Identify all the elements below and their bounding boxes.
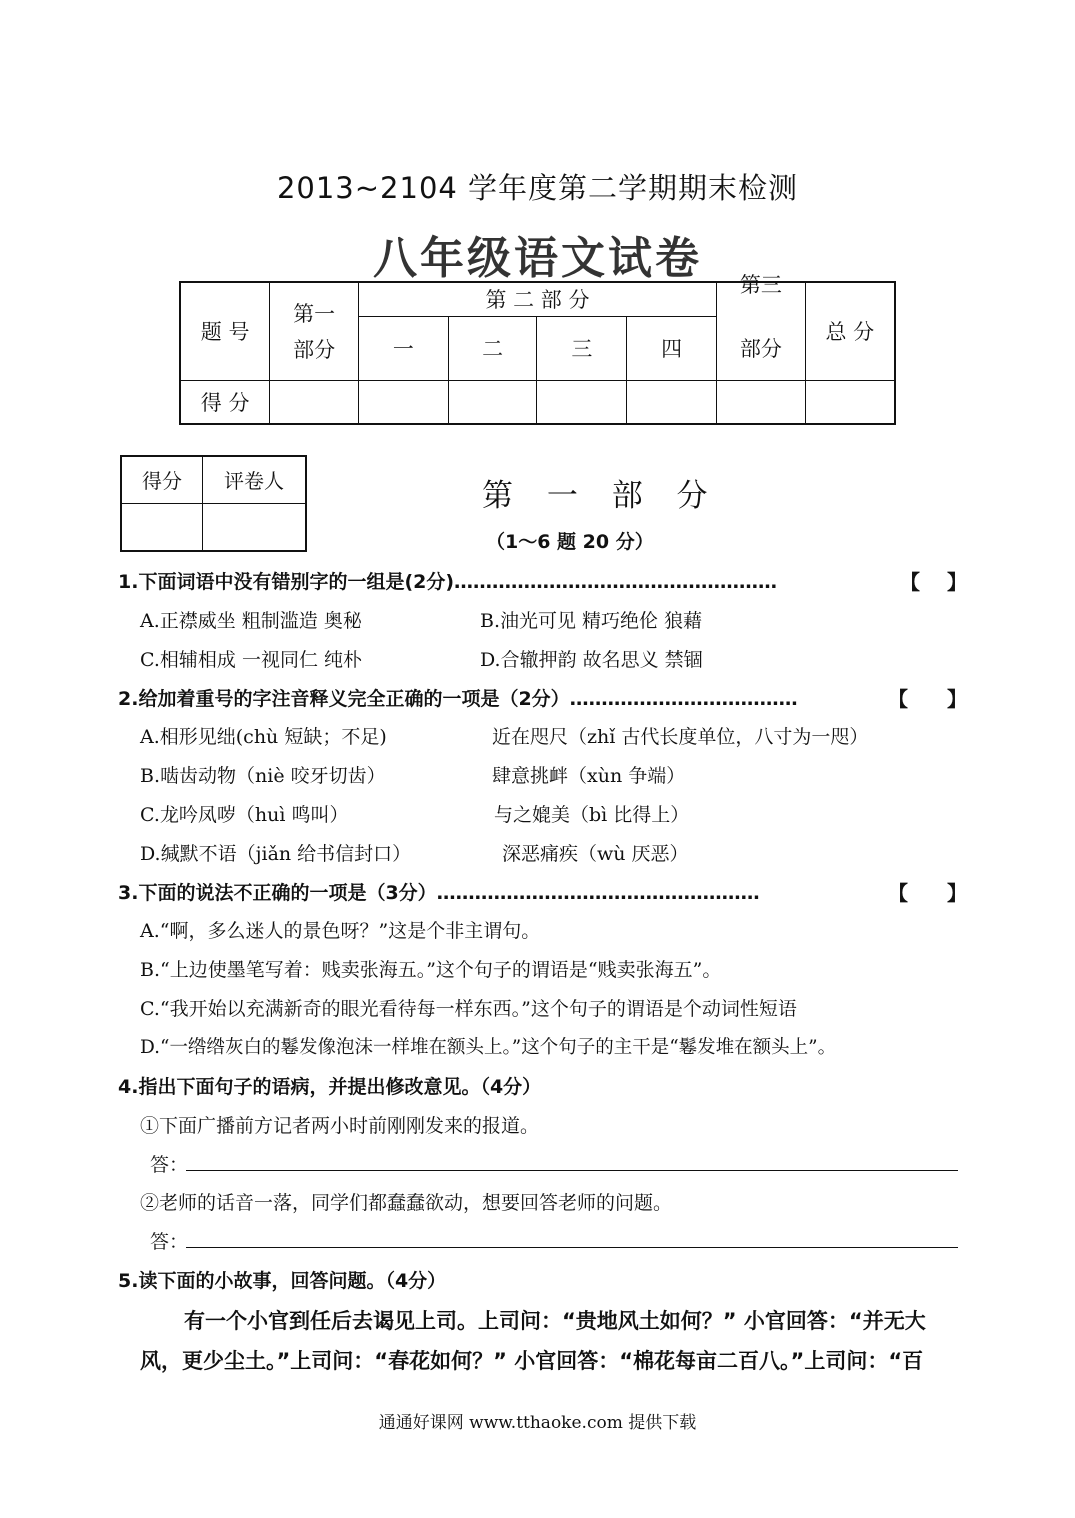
score-cell-part3[interactable] [716,380,805,424]
part1-line1: 第一 [293,302,336,327]
q4-sentence-2: ②老师的话音一落，同学们都蠢蠢欲动，想要回答老师的问题。 [140,1192,673,1214]
grader-score-cell[interactable] [121,503,203,551]
part1-line2: 部分 [293,338,336,363]
grader-name-label: 评卷人 [203,456,307,503]
q3-option-d: D.“一绺绺灰白的鬈发像泡沫一样堆在额头上。”这个句子的主干是“鬈发堆在额头上”。 [140,1037,837,1058]
q3-answer-bracket-open: 【 [888,881,908,905]
q4-answer-2-label: 答： [150,1231,189,1253]
q2-stem [118,684,798,711]
score-cell-total[interactable] [805,380,895,424]
q2-dots: ……………………………… [569,688,798,710]
q2-option-b-right: 肆意挑衅（xùn 争端） [492,765,686,787]
q4-stem: 4.指出下面句子的语病，并提出修改意见。（4分） [118,1076,542,1098]
q2-option-a-right: 近在咫尺（zhǐ 古代长度单位，八寸为一咫） [492,726,869,748]
q3-option-c: C.“我开始以充满新奇的眼光看待每一样东西。”这个句子的谓语是个动词性短语 [140,998,797,1020]
q1-answer-bracket-close: 】 [947,570,967,594]
q4-answer-1-line[interactable] [186,1170,958,1171]
score-cell-q4[interactable] [627,380,717,424]
q1-stem-text: 1.下面词语中没有错别字的一组是(2分) [118,571,455,593]
q3-option-b: B.“上边使墨笔写着：贱卖张海五。”这个句子的谓语是“贱卖张海五”。 [140,959,722,981]
row-score-label: 得 分 [180,380,270,424]
q1-option-a: A.正襟威坐 粗制滥造 奥秘 [140,610,362,632]
exam-subtitle: 八年级语文试卷 [373,233,702,284]
q3-answer-bracket-close: 】 [947,881,967,905]
q3-stem [118,878,760,905]
q1-answer-bracket-open: 【 [900,570,920,594]
exam-title: 2013~2104 学年度第二学期期末检测 [276,171,799,205]
q2-option-a-left: A.相形见绌(chù 短缺；不足) [140,726,387,748]
q2-option-b-left: B.啮齿动物（niè 咬牙切齿） [140,765,386,787]
q3-option-a: A.“啊，多么迷人的景色呀？”这是个非主谓句。 [140,920,541,942]
q2-option-c-right: 与之媲美（bì 比得上） [494,804,690,826]
grader-score-label: 得分 [121,456,203,503]
part2-col2: 二 [448,316,537,380]
section-subtitle: （1～6 题 20 分） [486,531,654,553]
score-cell-q3[interactable] [537,380,627,424]
q5-story-line-1: 有一个小官到任后去谒见上司。上司问：“贵地风土如何？” 小官回答：“并无大 [184,1309,926,1333]
part3-line1: 第三 [739,273,782,298]
score-cell-q2[interactable] [448,380,537,424]
q1-option-d: D.合辙押韵 故名思义 禁锢 [480,649,703,671]
q2-stem-text: 2.给加着重号的字注音释义完全正确的一项是（2分） [118,688,570,710]
header-total: 总 分 [805,282,895,380]
q5-story-line-2: 风，更少尘土。”上司问：“春花如何？” 小官回答：“棉花每亩二百八。”上司问：“百 [140,1349,924,1373]
score-cell-q1[interactable] [359,380,449,424]
grader-table [120,455,307,552]
q3-stem-text: 3.下面的说法不正确的一项是（3分） [118,882,437,904]
page-footer: 通通好课网 www.tthaoke.com 提供下载 [378,1413,697,1433]
q1-stem [118,567,777,594]
header-part1 [270,282,359,380]
score-cell-part1[interactable] [270,380,359,424]
part3-line2: 部分 [739,337,782,362]
q1-option-c: C.相辅相成 一视同仁 纯朴 [140,649,362,671]
part2-col4: 四 [627,316,717,380]
q4-answer-2-line[interactable] [186,1247,958,1248]
q3-dots: …………………………………………… [436,882,760,904]
header-part3 [716,273,805,380]
q4-answer-1-label: 答： [150,1154,189,1176]
q2-option-d-right: 深恶痛疾（wù 厌恶） [502,843,689,865]
q5-stem: 5.读下面的小故事，回答问题。（4分） [118,1270,447,1292]
q2-answer-bracket-close: 】 [947,687,967,711]
header-question-number: 题 号 [180,282,270,380]
score-table [179,273,896,425]
q1-option-b: B.油光可见 精巧绝伦 狼藉 [480,610,703,632]
q1-dots: …………………………………………… [454,571,778,593]
grader-name-cell[interactable] [203,503,307,551]
part2-col3: 三 [537,316,627,380]
q4-sentence-1: ①下面广播前方记者两小时前刚刚发来的报道。 [140,1115,540,1137]
q2-option-c-left: C.龙吟凤哕（huì 鸣叫） [140,804,349,826]
section-title: 第 一 部 分 [482,478,720,514]
part2-col1: 一 [359,316,449,380]
q2-option-d-left: D.缄默不语（jiǎn 给书信封口） [140,843,412,865]
header-part2: 第 二 部 分 [359,282,717,316]
q2-answer-bracket-open: 【 [888,687,908,711]
